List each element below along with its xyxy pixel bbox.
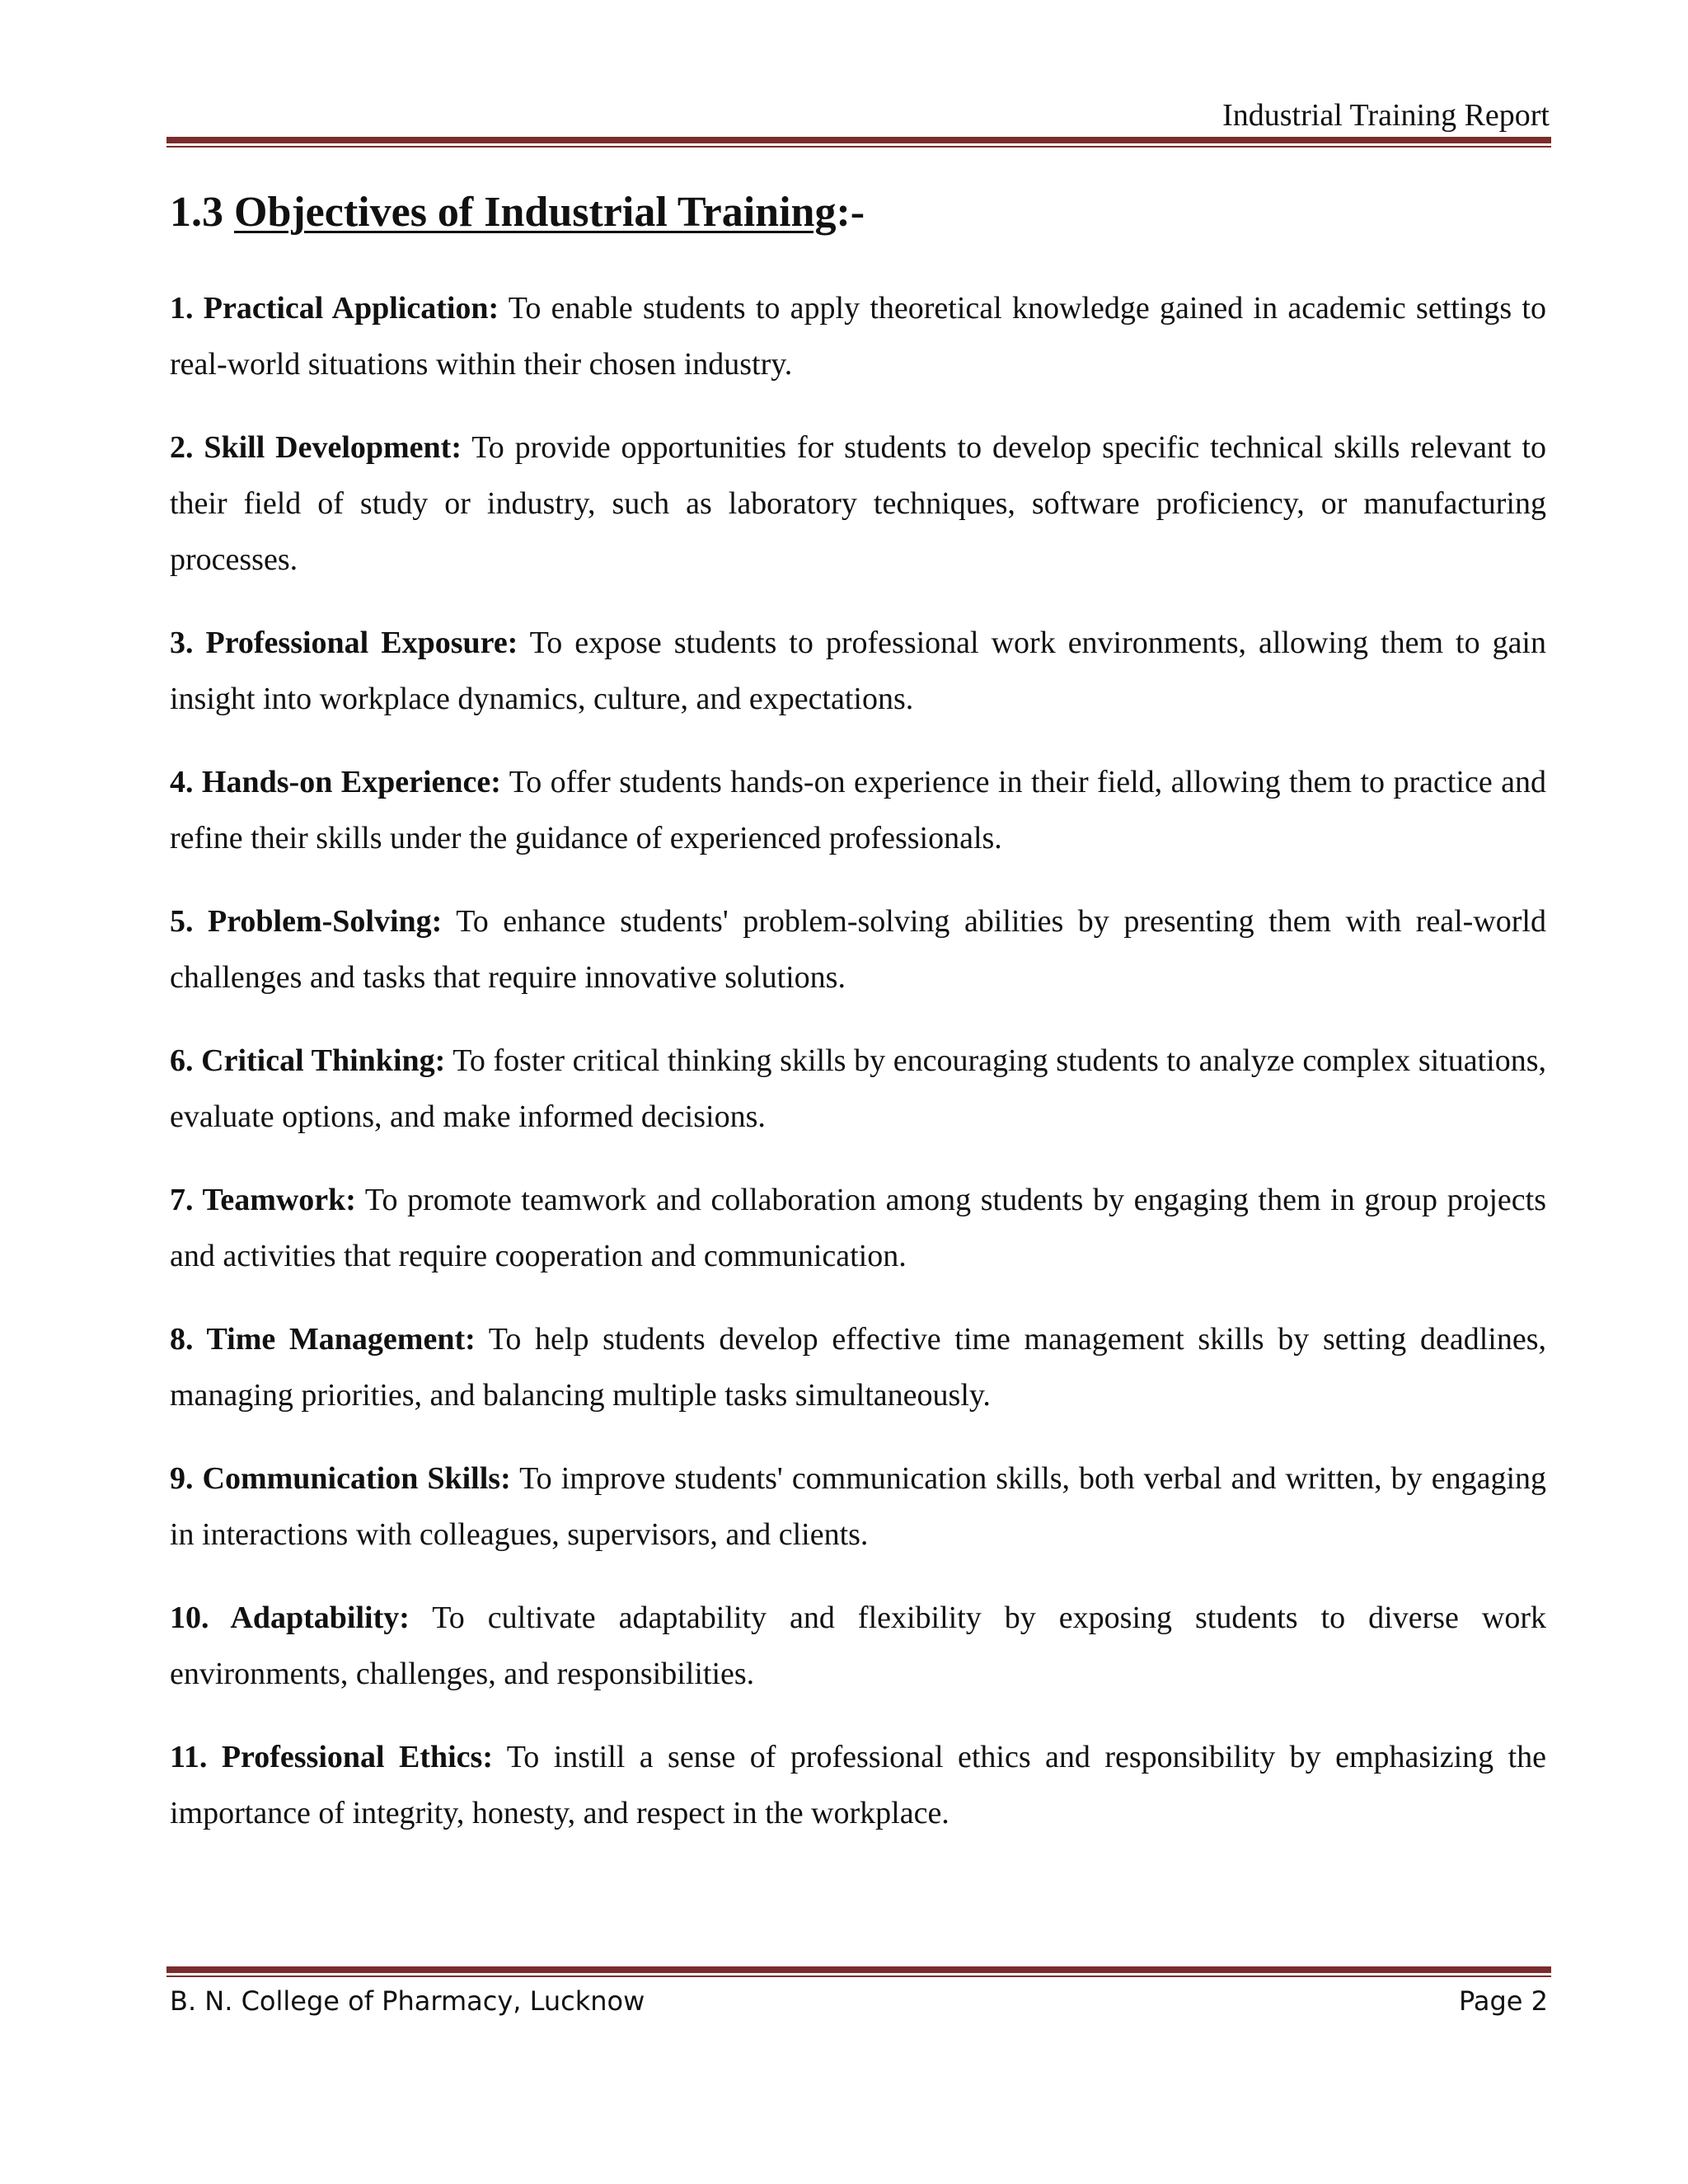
footer-institution: B. N. College of Pharmacy, Lucknow (170, 1985, 645, 2017)
section-number: 1.3 (170, 189, 223, 236)
section-heading (170, 186, 865, 239)
objective-text: To help students develop effective time management skills by setting deadlines, managing priorities, and balancing multiple tasks simultaneously. (170, 1322, 1546, 1413)
section-title: Objectives of Industrial Training (234, 189, 837, 236)
objective-text: To provide opportunities for students to develop specific technical skills relevant to their field of study or industry, such as laboratory techniques, software proficiency, or manufacturing processes. (170, 430, 1546, 577)
running-header-title: Industrial Training Report (1222, 98, 1550, 133)
objective-item (170, 1311, 1546, 1423)
section-title-suffix: :- (836, 189, 865, 236)
objective-label: 3. Professional Exposure: (170, 626, 518, 660)
objective-label: 9. Communication Skills: (170, 1461, 511, 1496)
objective-text: To improve students' communication skills, both verbal and written, by engaging in interactions with colleagues, supervisors, and clients. (170, 1461, 1546, 1552)
objective-item (170, 754, 1546, 866)
objectives-list (170, 280, 1546, 1868)
objective-text: To enable students to apply theoretical knowledge gained in academic settings to real-world situations within their chosen industry. (170, 291, 1546, 382)
objective-text: To enhance students' problem-solving abilities by presenting them with real-world challenges and tasks that require innovative solutions. (170, 904, 1546, 995)
objective-item (170, 1451, 1546, 1563)
objective-label: 10. Adaptability: (170, 1601, 410, 1635)
header-divider (166, 137, 1551, 148)
objective-label: 7. Teamwork: (170, 1183, 356, 1217)
objective-label: 8. Time Management: (170, 1322, 476, 1357)
objective-item (170, 615, 1546, 727)
objective-text: To cultivate adaptability and flexibility by exposing students to diverse work environments, challenges, and responsibilities. (170, 1601, 1546, 1691)
objective-item (170, 1033, 1546, 1145)
objective-item (170, 1172, 1546, 1284)
objective-text: To offer students hands-on experience in their field, allowing them to practice and refine their skills under the guidance of experienced professionals. (170, 765, 1546, 855)
objective-text: To promote teamwork and collaboration among students by engaging them in group projects and activities that require cooperation and communication. (170, 1183, 1546, 1273)
objective-text: To instill a sense of professional ethics and responsibility by emphasizing the importance of integrity, honesty, and respect in the workplace. (170, 1740, 1546, 1830)
objective-text: To expose students to professional work environments, allowing them to gain insight into workplace dynamics, culture, and expectations. (170, 626, 1546, 716)
footer-page-number: Page 2 (1459, 1985, 1548, 2017)
objective-item (170, 1590, 1546, 1702)
objective-label: 1. Practical Application: (170, 291, 499, 326)
objective-label: 4. Hands-on Experience: (170, 765, 501, 799)
objective-item (170, 280, 1546, 392)
objective-text: To foster critical thinking skills by encouraging students to analyze complex situations, evaluate options, and make informed decisions. (170, 1043, 1547, 1134)
objective-label: 6. Critical Thinking: (170, 1043, 446, 1078)
objective-label: 11. Professional Ethics: (170, 1740, 493, 1774)
objective-item (170, 419, 1546, 588)
objective-item (170, 893, 1546, 1005)
objective-label: 5. Problem-Solving: (170, 904, 443, 939)
objective-item (170, 1729, 1546, 1841)
objective-label: 2. Skill Development: (170, 430, 462, 465)
footer-divider (166, 1966, 1551, 1977)
